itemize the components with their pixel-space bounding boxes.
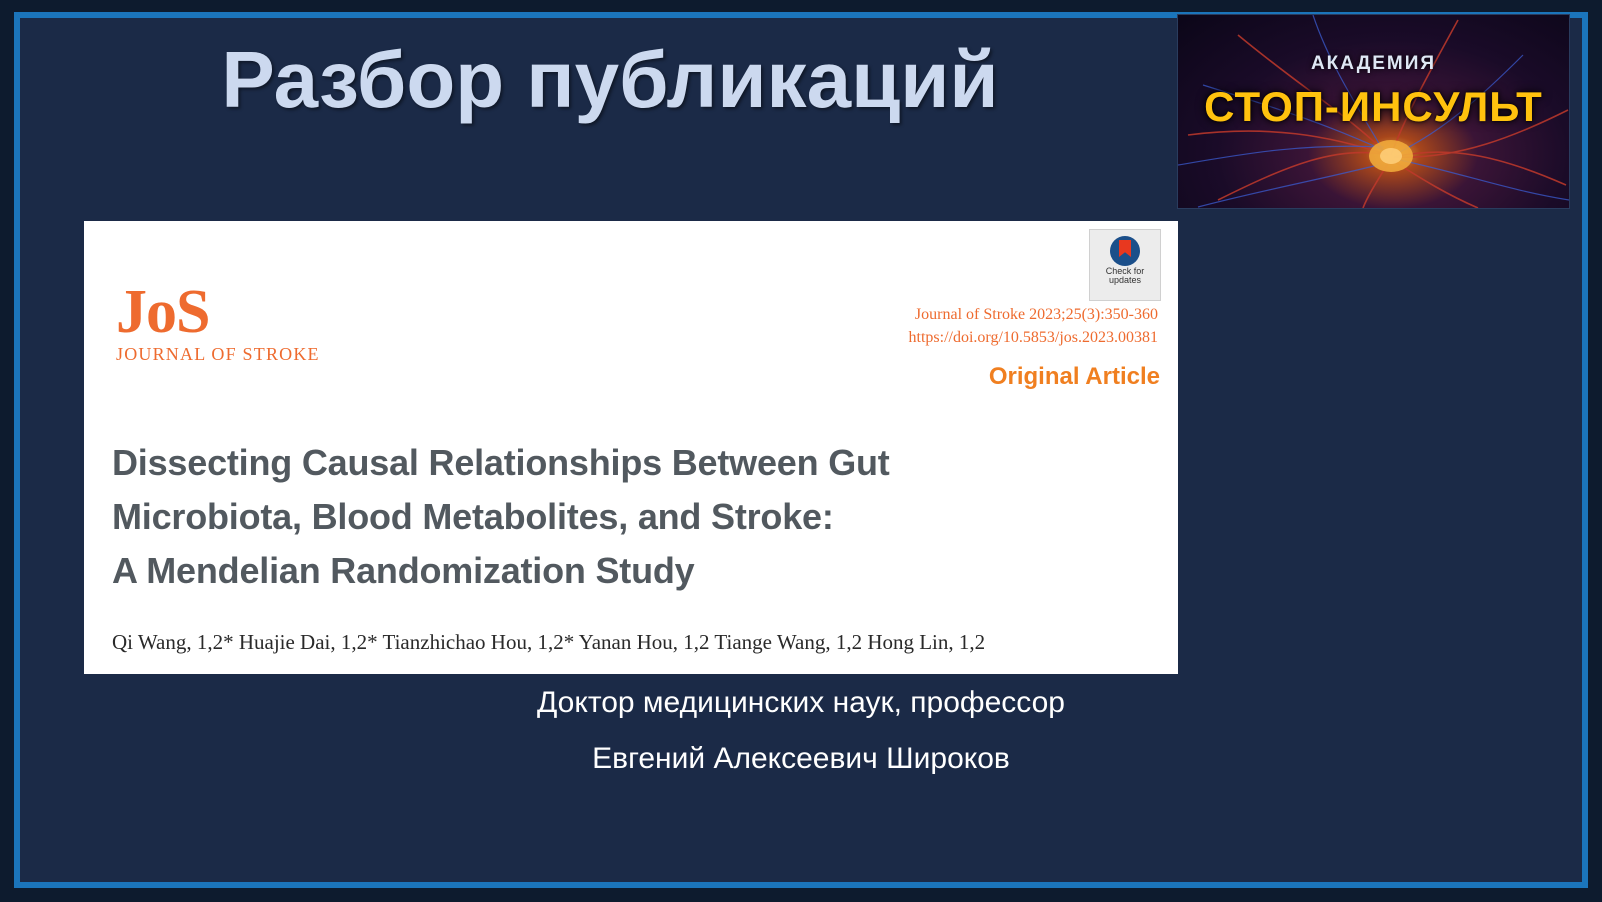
paper-screenshot [84,221,1178,674]
crossmark-label-line2: updates [1108,275,1142,286]
presenter-name: Евгений Алексеевич Широков [592,742,1010,775]
paper-authors: Qi Wang, 1,2* Huajie Dai, 1,2* Tianzhichao Hou, 1,2* Yanan Hou, 1,2 Tiange Wang, 1,2 Hong Lin, 1,2 [112,630,986,654]
academy-logo [1177,14,1570,209]
journal-logo-mark: JoS [116,278,210,346]
article-type-label: Original Article [988,363,1160,390]
citation-line: Journal of Stroke 2023;25(3):350-360 [914,306,1158,323]
academy-logo-sublabel: АКАДЕМИЯ [1310,53,1437,74]
journal-logo [100,278,320,365]
crossmark-badge [1089,229,1161,301]
paper-title [112,436,1052,598]
doi-link[interactable]: https://doi.org/10.5853/jos.2023.00381 [908,329,1158,347]
journal-citation [909,303,1159,349]
page-title: Разбор публикаций [221,35,999,124]
academy-logo-brand: СТОП-ИНСУЛЬТ [1204,83,1543,130]
journal-logo-name: JOURNAL OF STROKE [116,343,320,364]
crossmark-label-line1: Check for [1105,266,1145,276]
paper-title-line-1: Dissecting Causal Relationships Between Gut [112,442,890,483]
paper-title-line-3: A Mendelian Randomization Study [112,550,695,591]
presenter-role: Доктор медицинских наук, профессор [537,686,1065,719]
paper-title-line-2: Microbiota, Blood Metabolites, and Stroke: [112,496,834,537]
crossmark-icon [1110,236,1140,266]
